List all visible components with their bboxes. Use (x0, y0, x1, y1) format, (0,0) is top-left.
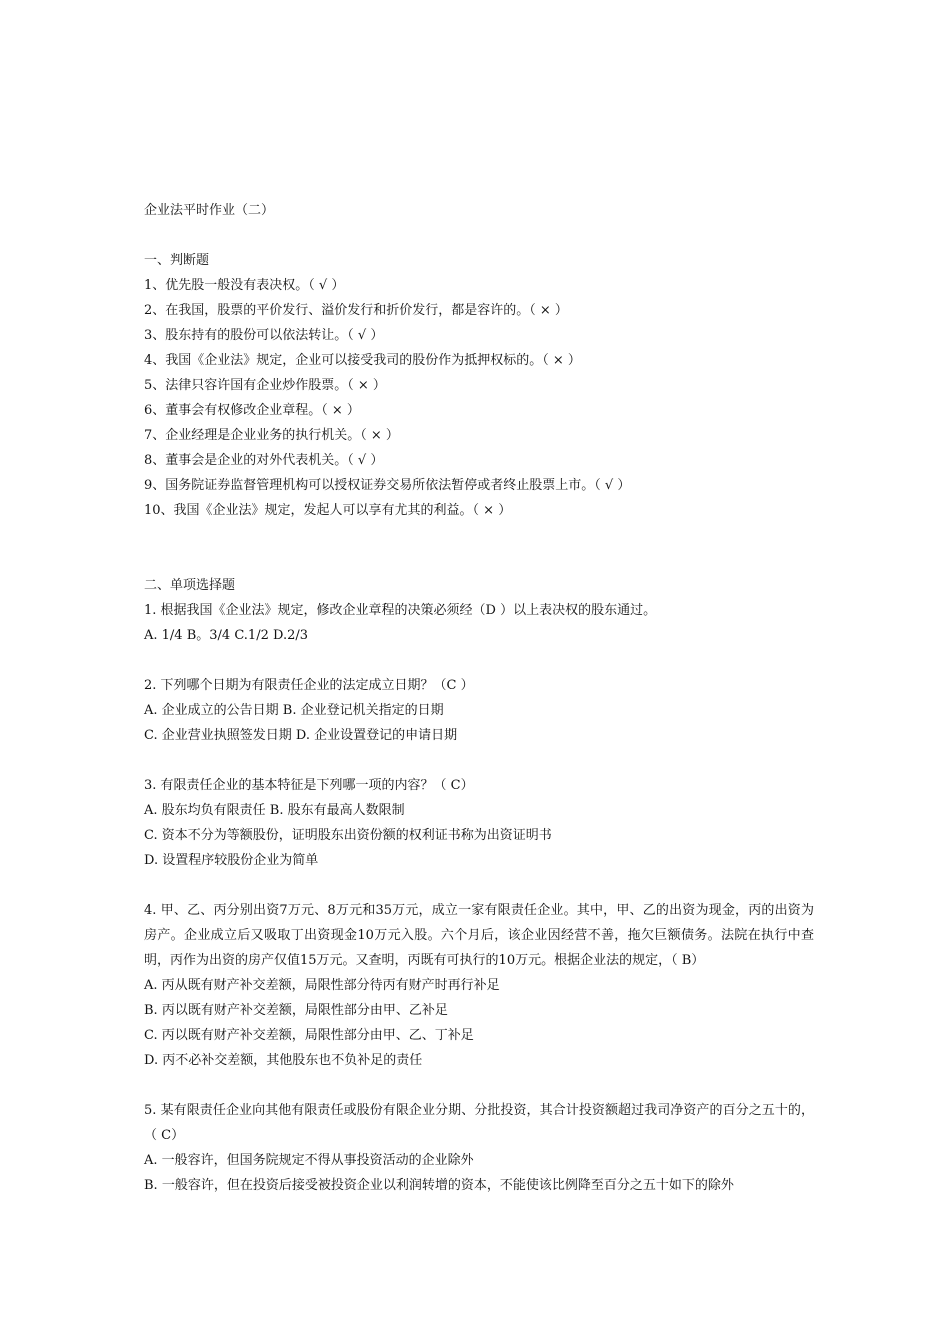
question-4-option: D. 丙不必补交差额，其他股东也不负补足的责任 (144, 1053, 423, 1068)
question-4-option: B. 丙以既有财产补交差额，局限性部分由甲、乙补足 (144, 1003, 448, 1018)
question-1: 1. 根据我国《企业法》规定，修改企业章程的决策必须经（D ）以上表决权的股东通过。 (144, 603, 657, 618)
judgment-item: 8、董事会是企业的对外代表机关。（ √ ） (144, 453, 384, 468)
section-heading-single-choice: 二、单项选择题 (144, 578, 236, 593)
question-2-option: A. 企业成立的公告日期 B. 企业登记机关指定的日期 (144, 703, 444, 718)
question-2-option: C. 企业营业执照签发日期 D. 企业设置登记的申请日期 (144, 728, 458, 743)
question-4: 4. 甲、乙、丙分别出资7万元、8万元和35万元，成立一家有限责任企业。其中，甲、乙的出资为现金，丙的出资为房产。企业成立后又吸取丁出资现金10万元入股。六个月后，该企业因经营不善，拖欠巨额债务。法院在执行中查明，丙作为出资的房产仅值15万元。又查明，丙既有可执行的10万元。根据企业法的规定，（ B） (144, 903, 814, 968)
question-5: 5. 某有限责任企业向其他有限责任或股份有限企业分期、分批投资，其合计投资额超过我司净资产的百分之五十的，（ C） (144, 1103, 814, 1143)
judgment-item: 6、董事会有权修改企业章程。（ × ） (144, 403, 360, 418)
judgment-item: 4、我国《企业法》规定，企业可以接受我司的股份作为抵押权标的。（ × ） (144, 353, 581, 368)
question-1-option: A. 1/4 B。3/4 C.1/2 D.2/3 (144, 628, 308, 643)
spacer (144, 1073, 814, 1098)
question-3-option: C. 资本不分为等额股份，证明股东出资份额的权利证书称为出资证明书 (144, 828, 552, 843)
document-body (144, 198, 814, 1198)
judgment-item: 2、在我国，股票的平价发行、溢价发行和折价发行，都是容许的。（ × ） (144, 303, 568, 318)
spacer (144, 748, 814, 773)
question-4-option: A. 丙从既有财产补交差额，局限性部分待丙有财产时再行补足 (144, 978, 500, 993)
document-title: 企业法平时作业（二） (144, 203, 275, 218)
question-3-option: D. 设置程序较股份企业为简单 (144, 853, 319, 868)
spacer (144, 223, 814, 248)
section-heading-judgment: 一、判断题 (144, 253, 210, 268)
judgment-item: 9、国务院证券监督管理机构可以授权证券交易所依法暂停或者终止股票上市。（ √ ） (144, 478, 631, 493)
question-2: 2. 下列哪个日期为有限责任企业的法定成立日期？（C ） (144, 678, 474, 693)
spacer (144, 648, 814, 673)
judgment-item: 7、企业经理是企业业务的执行机关。（ × ） (144, 428, 399, 443)
judgment-item: 10、我国《企业法》规定，发起人可以享有尤其的利益。（ × ） (144, 503, 512, 518)
question-4-option: C. 丙以既有财产补交差额，局限性部分由甲、乙、丁补足 (144, 1028, 474, 1043)
spacer (144, 873, 814, 898)
spacer (144, 523, 814, 573)
question-3-option: A. 股东均负有限责任 B. 股东有最高人数限制 (144, 803, 405, 818)
question-3: 3. 有限责任企业的基本特征是下列哪一项的内容？（ C） (144, 778, 474, 793)
question-5-option: B. 一般容许，但在投资后接受被投资企业以利润转增的资本，不能使该比例降至百分之五十如下的除外 (144, 1178, 734, 1193)
judgment-item: 1、优先股一般没有表决权。（ √ ） (144, 278, 345, 293)
judgment-item: 3、股东持有的股份可以依法转让。（ √ ） (144, 328, 384, 343)
judgment-item: 5、法律只容许国有企业炒作股票。（ × ） (144, 378, 386, 393)
question-5-option: A. 一般容许，但国务院规定不得从事投资活动的企业除外 (144, 1153, 474, 1168)
